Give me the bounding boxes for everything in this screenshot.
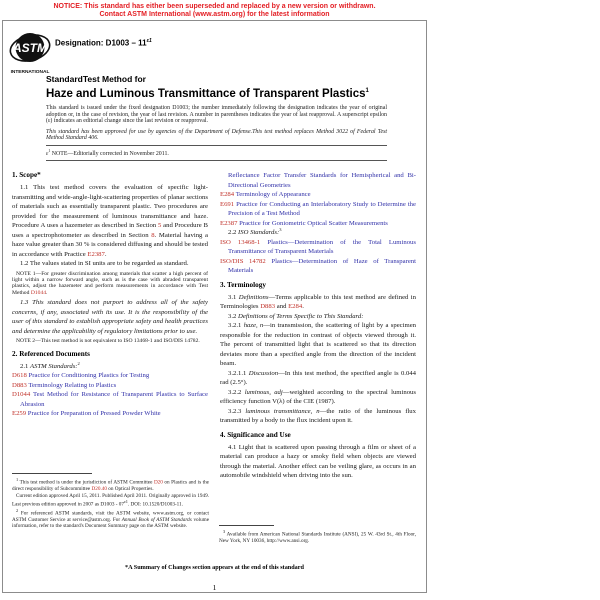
ref-e259: [12, 409, 208, 419]
ref-d1044: [12, 390, 208, 409]
editorial-note-text: NOTE—Editorially corrected in November 2011.: [50, 151, 169, 158]
standard-type-title: StandardTest Method for: [46, 74, 146, 84]
ref-e284: [220, 190, 416, 200]
paragraph-3-2-2: 3.2.2 luminous, adj—weighted according to the spectral luminous efficiency function V(λ) of the CIE (1987).: [220, 388, 416, 405]
ref-e2387: [220, 219, 416, 229]
supersession-notice: [2, 3, 427, 19]
section-1-heading: 1. Scope*: [12, 171, 41, 179]
summary-of-changes-note: *A Summary of Changes section appears at the end of this standard: [125, 564, 304, 571]
d1044-title-link[interactable]: Test Method for Resistance of Transparent Plastics to Surface Abrasion: [20, 391, 208, 408]
paragraph-3-1: 3.1 Definitions—Terms applicable to this test method are defined in Terminologies D883 and E284.: [220, 293, 416, 310]
d618-link[interactable]: D618: [12, 372, 27, 380]
section-8-link[interactable]: 8: [151, 231, 155, 239]
body-columns: [12, 171, 416, 481]
designation-line: [55, 38, 152, 48]
e284-link[interactable]: E284: [220, 191, 235, 198]
e2387-link[interactable]: E2387: [87, 250, 105, 258]
footnote-1-edition: Current edition approved April 15, 2011. Published April 2011. Originally approved in 1949. Last previous edition approved in 2007 as $D1003 - 07^{\varepsilon 1}$. DOI: 10.1520/D1003-11.: [12, 492, 209, 508]
right-column: [220, 171, 416, 481]
ref-d883: [12, 381, 208, 391]
paragraph-1-2: 1.2 The values stated in SI units are to be regarded as standard.: [20, 260, 189, 267]
section-4-heading: 4. Significance and Use: [220, 430, 291, 439]
issue-statement: This standard is issued under the fixed designation D1003; the number immediately following the designation indicates the year of original adoption or, in the case of revision, the year of last revision. A number in parentheses indicates the year of last reapproval. A superscript epsilon (ε) indicates an editorial change since the last revision or reapproval.: [46, 105, 387, 125]
designation-text: Designation: D1003 – 11: [55, 38, 147, 48]
svg-text:ASTM: ASTM: [13, 41, 47, 55]
standard-main-title: Haze and Luminous Transmittance of Transparent Plastics$^1$: [46, 87, 369, 100]
ref-e259-continuation: Reflectance Factor Transfer Standards for Hemispherical and Bi-Directional Geometries: [228, 172, 416, 189]
section-3-heading: 3. Terminology: [220, 280, 266, 289]
left-footnotes: [12, 473, 209, 530]
paragraph-3-2-3: 3.2.3 luminous transmittance, n—the ratio of the luminous flux transmitted by a body to the flux incident upon it.: [220, 407, 416, 424]
page-number: 1: [212, 583, 217, 592]
footnote-2: $^2$ For referenced ASTM standards, visit the ASTM website, www.astm.org, or contact ASTM Customer Service at service@astm.org. For Annual Book of ASTM Standards volume information, refer to the standard's Document Summary page on the ASTM website.: [12, 508, 210, 530]
paragraph-2-2: 2.2 ISO Standards:$^3$: [228, 226, 282, 236]
astm-logo-icon: [9, 29, 53, 77]
e2387-title-link[interactable]: Practice for Goniometric Optical Scatter Measurements: [239, 219, 388, 227]
e284-title-link[interactable]: Terminology of Appearance: [235, 191, 311, 198]
notice-line-2: Contact ASTM International (www.astm.org) for the latest information: [99, 11, 330, 19]
footnote-1: $^1$ This test method is under the jurisdiction of ASTM Committee D20 on Plastics and is the direct responsibility of Subcommittee D20.40 on Optical Properties.: [12, 477, 209, 492]
iso-14782-link[interactable]: ISO/DIS 14782: [220, 257, 266, 265]
paragraph-4-1: 4.1 Light that is scattered upon passing through a film or sheet of a material can produce a hazy or smoky field when objects are viewed through the material. Another effect can be veiling glare, as occurs in an automobile windshield when driving into the sun.: [220, 443, 416, 479]
ref-iso-13468: [220, 238, 416, 257]
note-2: NOTE 2—This test method is not equivalent to ISO 13468-1 and ISO/DIS 14782.: [16, 338, 200, 345]
footnote-3: $^3$ Available from American National Standards Institute (ANSI), 25 W. 43rd St., 4th Floor, New York, NY 10036, http://www.ansi.org.: [219, 529, 416, 544]
svg-text:INTERNATIONAL: INTERNATIONAL: [10, 70, 50, 75]
footnote-separator-right: [219, 525, 274, 526]
editorial-note: [46, 146, 387, 159]
d618-title-link[interactable]: Practice for Conditioning Plastics for Testing: [28, 372, 150, 380]
e284-term-link[interactable]: E284: [288, 303, 303, 310]
paragraph-2-1: 2.1 ASTM Standards:$^2$: [20, 360, 80, 370]
d883-term-link[interactable]: D883: [260, 303, 276, 310]
section-2-heading: 2. Referenced Documents: [12, 349, 90, 358]
paragraph-1-3: 1.3 This standard does not purport to address all of the safety concerns, if any, associated with its use. It is the responsibility of the user of this standard to establish appropriate safety and health practices and determine the applicability of regulatory limitations prior to use.: [12, 299, 208, 335]
left-column: [12, 171, 208, 481]
e691-link[interactable]: E691: [220, 200, 235, 208]
e259-link[interactable]: E259: [12, 410, 27, 418]
title-block: [46, 75, 387, 161]
e691-title-link[interactable]: Practice for Conducting an Interlaboratory Study to Determine the Precision of a Test Method: [228, 200, 416, 217]
epsilon-mark: ε: [46, 151, 49, 158]
ref-e691: [220, 200, 416, 219]
epsilon-sup: 1: [48, 148, 51, 154]
ref-iso-14782: [220, 257, 416, 276]
designation-superscript: ε1: [146, 38, 152, 44]
paragraph-3-2-1-1: 3.2.1.1 Discussion—In this test method, the specified angle is 0.044 rad (2.5°).: [220, 369, 416, 386]
d883-title-link[interactable]: Terminology Relating to Plastics: [28, 381, 117, 389]
dod-approval-statement: This standard has been approved for use by agencies of the Department of Defense.This test method replaces Method 3022 of Federal Test Method Standard 406.: [46, 128, 387, 141]
title-footnote-mark: 1: [365, 87, 369, 94]
iso-13468-link[interactable]: ISO 13468-1: [220, 238, 261, 246]
d883-link[interactable]: D883: [12, 381, 27, 389]
standard-page: [2, 20, 427, 593]
section-5-link[interactable]: 5: [157, 222, 162, 229]
iso-13468-title-link[interactable]: Plastics—Determination of the Total Luminous Transmittance of Transparent Materials: [228, 238, 417, 255]
e259-title-link[interactable]: Practice for Preparation of Pressed Powder White: [27, 410, 161, 418]
ref-d618: [12, 371, 208, 381]
iso-14782-title-link[interactable]: Plastics—Determination of Haze of Transparent Materials: [228, 257, 416, 274]
notice-line-1: NOTICE: This standard has either been superseded and replaced by a new version or withdrawn.: [53, 3, 376, 10]
d20-40-link[interactable]: D20.40: [91, 485, 107, 492]
paragraph-3-2-1: 3.2.1 haze, n—in transmission, the scattering of light by a specimen responsible for the reduction in contrast of objects viewed through it. The percent of transmitted light that is scattered so that its direction deviates more than a specified angle from the direction of the incident beam.: [220, 322, 417, 367]
footnote-separator-left: [12, 473, 92, 474]
paragraph-1-1: 1.1 This test method covers the evaluation of specific light-transmitting and wide-angle-light-scattering properties of planar sections of materials such as essentially transparent plastic. Two procedures are provided for the measurement of luminous transmittance and haze. Procedure A uses a hazemeter as described in Section 5 and Procedure B uses a spectrophotometer as described in Section 8. Material having a haze value greater than 30 % is considered diffusing and should be tested in accordance with Practice E2387.: [12, 184, 208, 258]
note-1: NOTE 1—For greater discrimination among materials that scatter a high percent of light within a narrow forward angle, such as is the case with abraded transparent plastics, adjust the hazemeter and perform measurements in accordance with Test Method D1044.: [12, 270, 208, 296]
editorial-note-rule-bottom: [46, 160, 387, 161]
d1044-link[interactable]: D1044: [30, 289, 47, 296]
d20-link[interactable]: D20: [153, 479, 163, 486]
e2387-ref-link[interactable]: E2387: [220, 219, 238, 227]
d1044-ref-link[interactable]: D1044: [12, 391, 31, 399]
paragraph-3-2: 3.2 Definitions of Terms Specific to This Standard:: [228, 312, 364, 320]
right-footnotes: [219, 525, 416, 545]
